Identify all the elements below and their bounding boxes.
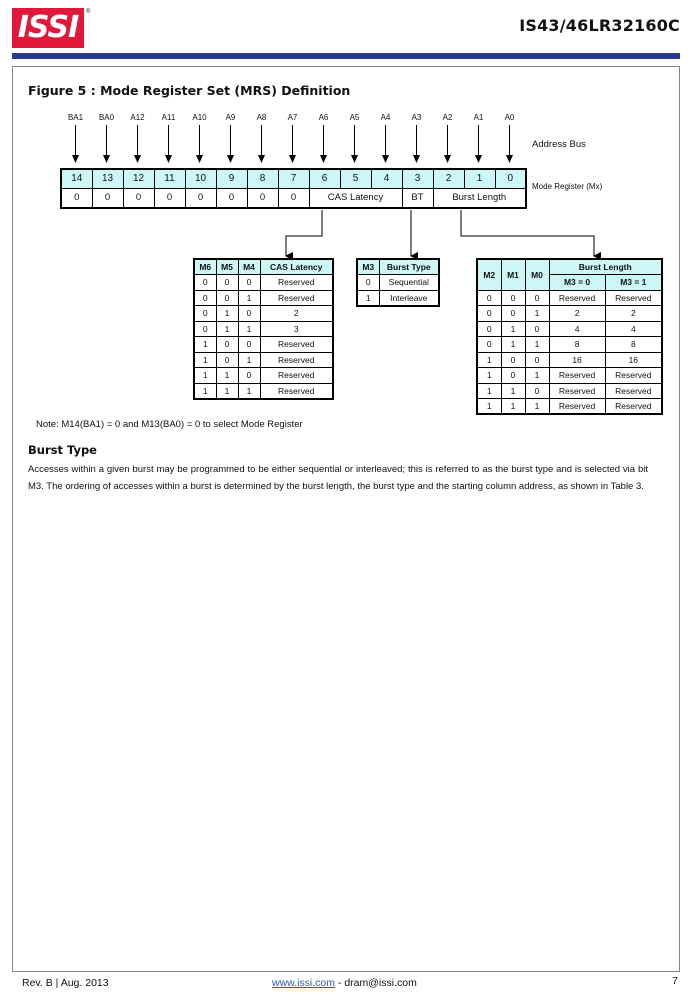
table-cell: 0 xyxy=(501,306,525,322)
table-row xyxy=(477,337,662,353)
table-cell: Reserved xyxy=(549,383,605,399)
table-cell: 2 xyxy=(549,306,605,322)
table-cell: 2 xyxy=(605,306,662,322)
table-cell: 0 xyxy=(477,306,501,322)
table-cell: 0 xyxy=(501,352,525,368)
bus-label: A6 xyxy=(318,113,329,122)
table-cell: Reserved xyxy=(549,399,605,415)
table-cell: 16 xyxy=(605,352,662,368)
table-cell: 0 xyxy=(238,306,260,322)
bit-value-cell: 0 xyxy=(154,188,185,208)
email-text: - dram@issi.com xyxy=(335,977,417,989)
bit-value-cell: 0 xyxy=(278,188,309,208)
bit-cell: 3 xyxy=(402,169,433,188)
footer-contact xyxy=(272,977,417,989)
column-header: M1 xyxy=(501,259,525,290)
table-row xyxy=(477,321,662,337)
table-cell: 0 xyxy=(525,321,549,337)
section-title: Burst Type xyxy=(28,443,97,457)
table-cell: 1 xyxy=(216,368,238,384)
bus-label: A7 xyxy=(287,113,298,122)
bus-label: A9 xyxy=(225,113,236,122)
table-cell: 1 xyxy=(216,383,238,399)
table-cell: Reserved xyxy=(605,399,662,415)
table-cell: 1 xyxy=(477,383,501,399)
bl-header-row xyxy=(477,259,662,275)
table-row xyxy=(194,321,333,337)
table-cell: Reserved xyxy=(260,383,333,399)
bus-label: A2 xyxy=(442,113,453,122)
table-row xyxy=(194,337,333,353)
table-cell: 1 xyxy=(501,399,525,415)
bit-cell: 2 xyxy=(433,169,464,188)
table-cell: 1 xyxy=(357,290,379,306)
table-cell: 0 xyxy=(525,383,549,399)
table-cell: Reserved xyxy=(605,290,662,306)
bit-value-cell: 0 xyxy=(92,188,123,208)
column-header: M0 xyxy=(525,259,549,290)
table-cell: Reserved xyxy=(605,368,662,384)
table-cell: 1 xyxy=(525,368,549,384)
table-cell: 1 xyxy=(525,306,549,322)
table-cell: 16 xyxy=(549,352,605,368)
table-cell: Reserved xyxy=(549,290,605,306)
table-cell: Reserved xyxy=(549,368,605,384)
cas-latency-field: CAS Latency xyxy=(309,188,402,208)
table-cell: 0 xyxy=(194,290,216,306)
table-row xyxy=(357,290,439,306)
bus-label: A1 xyxy=(473,113,484,122)
bit-value-cell: 0 xyxy=(123,188,154,208)
table-cell: 1 xyxy=(216,306,238,322)
table-row xyxy=(194,290,333,306)
table-cell: 8 xyxy=(605,337,662,353)
bit-value-cell: 0 xyxy=(185,188,216,208)
table-cell: 1 xyxy=(194,337,216,353)
table-cell: 0 xyxy=(525,352,549,368)
table-cell: 0 xyxy=(194,275,216,291)
burst-type-field: BT xyxy=(402,188,433,208)
table-cell: 0 xyxy=(525,290,549,306)
bus-label: A3 xyxy=(411,113,422,122)
logo-text: ISSI xyxy=(17,10,79,45)
column-header: M6 xyxy=(194,259,216,275)
bus-label: A4 xyxy=(380,113,391,122)
table-cell: 1 xyxy=(238,352,260,368)
table-cell: 0 xyxy=(501,290,525,306)
address-bus-label: Address Bus xyxy=(532,139,586,150)
burst-length-field: Burst Length xyxy=(433,188,526,208)
bit-cell: 7 xyxy=(278,169,309,188)
table-cell: 1 xyxy=(194,368,216,384)
bit-cell: 8 xyxy=(247,169,278,188)
table-cell: 0 xyxy=(194,306,216,322)
table-row xyxy=(194,368,333,384)
bus-label: A10 xyxy=(192,113,207,122)
bit-cell: 12 xyxy=(123,169,154,188)
table-cell: 1 xyxy=(477,352,501,368)
table-cell: Reserved xyxy=(260,290,333,306)
table-row xyxy=(194,352,333,368)
column-header: M4 xyxy=(238,259,260,275)
table-cell: Reserved xyxy=(260,368,333,384)
table-cell: 0 xyxy=(216,290,238,306)
table-cell: 1 xyxy=(477,368,501,384)
website-link[interactable]: www.issi.com xyxy=(272,977,336,989)
bit-cell: 5 xyxy=(340,169,371,188)
table-cell: 1 xyxy=(477,399,501,415)
table-cell: 3 xyxy=(260,321,333,337)
bit-cell: 10 xyxy=(185,169,216,188)
table-cell: 1 xyxy=(501,337,525,353)
column-header: M5 xyxy=(216,259,238,275)
figure-note: Note: M14(BA1) = 0 and M13(BA0) = 0 to select Mode Register xyxy=(36,419,303,430)
table-cell: 0 xyxy=(477,321,501,337)
column-header: Burst Length xyxy=(549,259,662,275)
column-header: Burst Type xyxy=(379,259,439,275)
page-number: 7 xyxy=(672,975,678,987)
section-body: Accesses within a given burst may be programmed to be either sequential or interleaved; this is referred to as the burst type and is selected via bit M3. The ordering of accesses within a burst is determined by the burst length, the burst type and the starting column address, as shown in Table 3. xyxy=(28,464,648,492)
table-cell: 1 xyxy=(501,321,525,337)
table-row xyxy=(477,368,662,384)
table-cell: 0 xyxy=(501,368,525,384)
bit-cell: 11 xyxy=(154,169,185,188)
table-row xyxy=(194,306,333,322)
bus-label: A12 xyxy=(130,113,145,122)
bus-label: A5 xyxy=(349,113,360,122)
bit-cell: 1 xyxy=(464,169,495,188)
bus-label: A0 xyxy=(504,113,515,122)
bit-value-cell: 0 xyxy=(216,188,247,208)
table-row xyxy=(477,383,662,399)
bl-connector xyxy=(461,210,594,256)
table-cell: 1 xyxy=(238,321,260,337)
table-cell: 1 xyxy=(194,383,216,399)
sub-header: M3 = 0 xyxy=(549,275,605,291)
table-cell: Reserved xyxy=(260,352,333,368)
mode-register-label: Mode Register (Mx) xyxy=(532,182,603,191)
bus-label: BA1 xyxy=(67,113,84,122)
table-cell: 1 xyxy=(501,383,525,399)
table-cell: 0 xyxy=(216,275,238,291)
table-cell: Reserved xyxy=(260,337,333,353)
column-header: M3 xyxy=(357,259,379,275)
table-row xyxy=(194,383,333,399)
bit-cell: 9 xyxy=(216,169,247,188)
part-number: IS43/46LR32160C xyxy=(519,16,680,35)
table-cell: 1 xyxy=(525,399,549,415)
burst-length-table xyxy=(476,258,663,415)
table-row xyxy=(357,275,439,291)
bus-label: A11 xyxy=(161,113,176,122)
bit-cell: 6 xyxy=(309,169,340,188)
cas-latency-table xyxy=(193,258,334,400)
table-cell: 0 xyxy=(357,275,379,291)
table-row xyxy=(477,306,662,322)
table-row xyxy=(477,399,662,415)
table-cell: 1 xyxy=(194,352,216,368)
bus-label: BA0 xyxy=(98,113,115,122)
table-cell: Reserved xyxy=(260,275,333,291)
footer-revision: Rev. B | Aug. 2013 xyxy=(22,977,109,989)
connector-arrows xyxy=(0,0,692,270)
bt-header-row xyxy=(357,259,439,275)
table-cell: 4 xyxy=(549,321,605,337)
table-cell: 8 xyxy=(549,337,605,353)
registered-mark: ® xyxy=(86,9,91,15)
burst-type-table xyxy=(356,258,440,307)
table-cell: 0 xyxy=(238,275,260,291)
table-cell: 0 xyxy=(477,290,501,306)
bit-cell: 14 xyxy=(61,169,92,188)
bit-cell: 13 xyxy=(92,169,123,188)
figure-title: Figure 5 : Mode Register Set (MRS) Definition xyxy=(28,83,351,98)
table-cell: 0 xyxy=(238,368,260,384)
table-cell: 0 xyxy=(216,352,238,368)
table-row xyxy=(477,352,662,368)
table-cell: 0 xyxy=(477,337,501,353)
table-row xyxy=(477,290,662,306)
table-cell: 2 xyxy=(260,306,333,322)
bus-label: A8 xyxy=(256,113,267,122)
table-cell: Interleave xyxy=(379,290,439,306)
table-cell: 1 xyxy=(525,337,549,353)
table-cell: Reserved xyxy=(605,383,662,399)
table-cell: 0 xyxy=(238,337,260,353)
table-cell: 1 xyxy=(238,383,260,399)
bit-cell: 4 xyxy=(371,169,402,188)
table-row xyxy=(194,275,333,291)
sub-header: M3 = 1 xyxy=(605,275,662,291)
table-cell: Sequential xyxy=(379,275,439,291)
cas-header-row xyxy=(194,259,333,275)
column-header: M2 xyxy=(477,259,501,290)
table-cell: 0 xyxy=(194,321,216,337)
bit-cell: 0 xyxy=(495,169,526,188)
cas-connector xyxy=(286,210,322,256)
bit-value-cell: 0 xyxy=(61,188,92,208)
table-cell: 0 xyxy=(216,337,238,353)
table-cell: 1 xyxy=(216,321,238,337)
column-header: CAS Latency xyxy=(260,259,333,275)
table-cell: 1 xyxy=(238,290,260,306)
table-cell: 4 xyxy=(605,321,662,337)
bit-value-cell: 0 xyxy=(247,188,278,208)
